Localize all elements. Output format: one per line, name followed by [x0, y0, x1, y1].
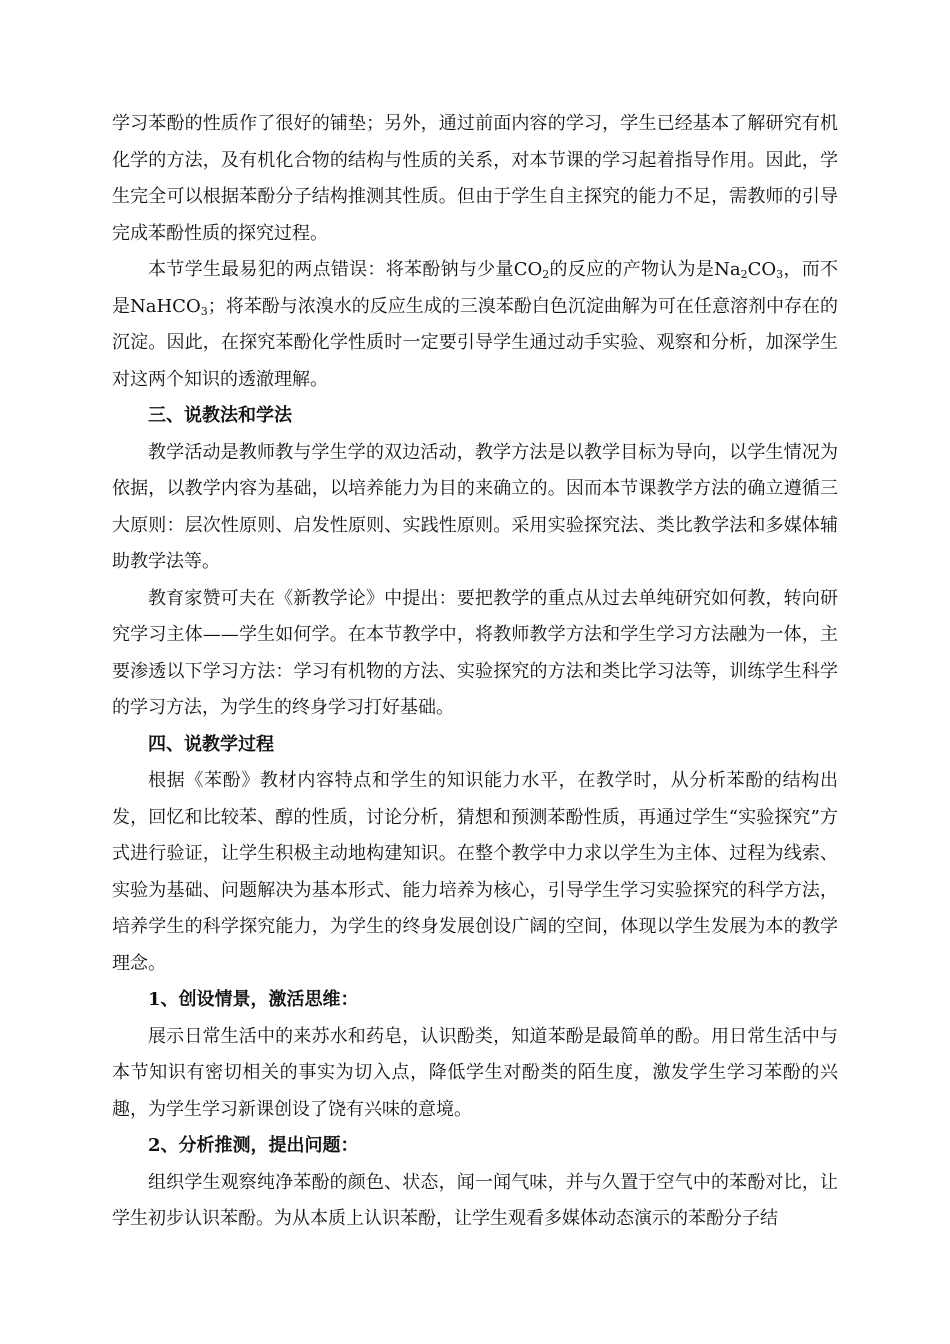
- paragraph-2: 本节学生最易犯的两点错误：将苯酚钠与少量$CO_2$的反应的产物认为是$Na_2CO_3$，而不是NaHCO$_3$；将苯酚与浓溴水的反应生成的三溴苯酚白色沉淀曲解为可在任意溶剂中存在的沉淀。因此，在探究苯酚化学性质时一定要引导学生通过动手实验、观察和分析，加深学生对这两个知识的透澈理解。: [112, 259, 839, 390]
- paragraph-4: 教育家赞可夫在《新教学论》中提出：要把教学的重点从过去单纯研究如何教，转向研究学习主体——学生如何学。在本节教学中，将教师教学方法和学生学习方法融为一体，主要渗透以下学习方法：学习有机物的方法、实验探究的方法和类比学习法等，训练学生科学的学习方法，为学生的终身学习打好基础。: [112, 587, 838, 718]
- paragraph-3: 教学活动是教师教与学生学的双边活动，教学方法是以教学目标为导向，以学生情况为依据，以教学内容为基础，以培养能力为目的来确立的。因而本节课教学方法的确立遵循三大原则：层次性原则、启发性原则、实践性原则。采用实验探究法、类比教学法和多媒体辅助教学法等。: [112, 441, 838, 572]
- paragraph-7: 组织学生观察纯净苯酚的颜色、状态，闻一闻气味，并与久置于空气中的苯酚对比，让学生初步认识苯酚。为从本质上认识苯酚，让学生观看多媒体动态演示的苯酚分子结: [112, 1171, 838, 1229]
- paragraph-1: 学习苯酚的性质作了很好的铺垫；另外，通过前面内容的学习，学生已经基本了解研究有机化学的方法，及有机化合物的结构与性质的关系，对本节课的学习起着指导作用。因此，学生完全可以根据苯酚分子结构推测其性质。但由于学生自主探究的能力不足，需教师的引导完成苯酚性质的探究过程。: [112, 113, 838, 244]
- section-heading-4: 四、说教学过程: [148, 733, 274, 755]
- section-heading-3: 三、说教法和学法: [148, 405, 292, 426]
- subheading-2: 2、分析推测，提出问题：: [148, 1135, 359, 1156]
- subheading-1: 1、创设情景，激活思维：: [148, 989, 359, 1010]
- paragraph-5: 根据《苯酚》教材内容特点和学生的知识能力水平，在教学时，从分析苯酚的结构出发，回忆和比较苯、醇的性质，讨论分析，猜想和预测苯酚性质，再通过学生“实验探究”方式进行验证，让学生积极主动地构建知识。在整个教学中力求以学生为主体、过程为线索、实验为基础、问题解决为基本形式、能力培养为核心，引导学生学习实验探究的科学方法，培养学生的科学探究能力，为学生的终身发展创设广阔的空间，体现以学生发展为本的教学理念。: [112, 770, 838, 974]
- document-body: [112, 106, 838, 1238]
- paragraph-6: 展示日常生活中的来苏水和药皂，认识酚类，知道苯酚是最简单的酚。用日常生活中与本节知识有密切相关的事实为切入点，降低学生对酚类的陌生度，激发学生学习苯酚的兴趣，为学生学习新课创设了饶有兴味的意境。: [112, 1025, 838, 1120]
